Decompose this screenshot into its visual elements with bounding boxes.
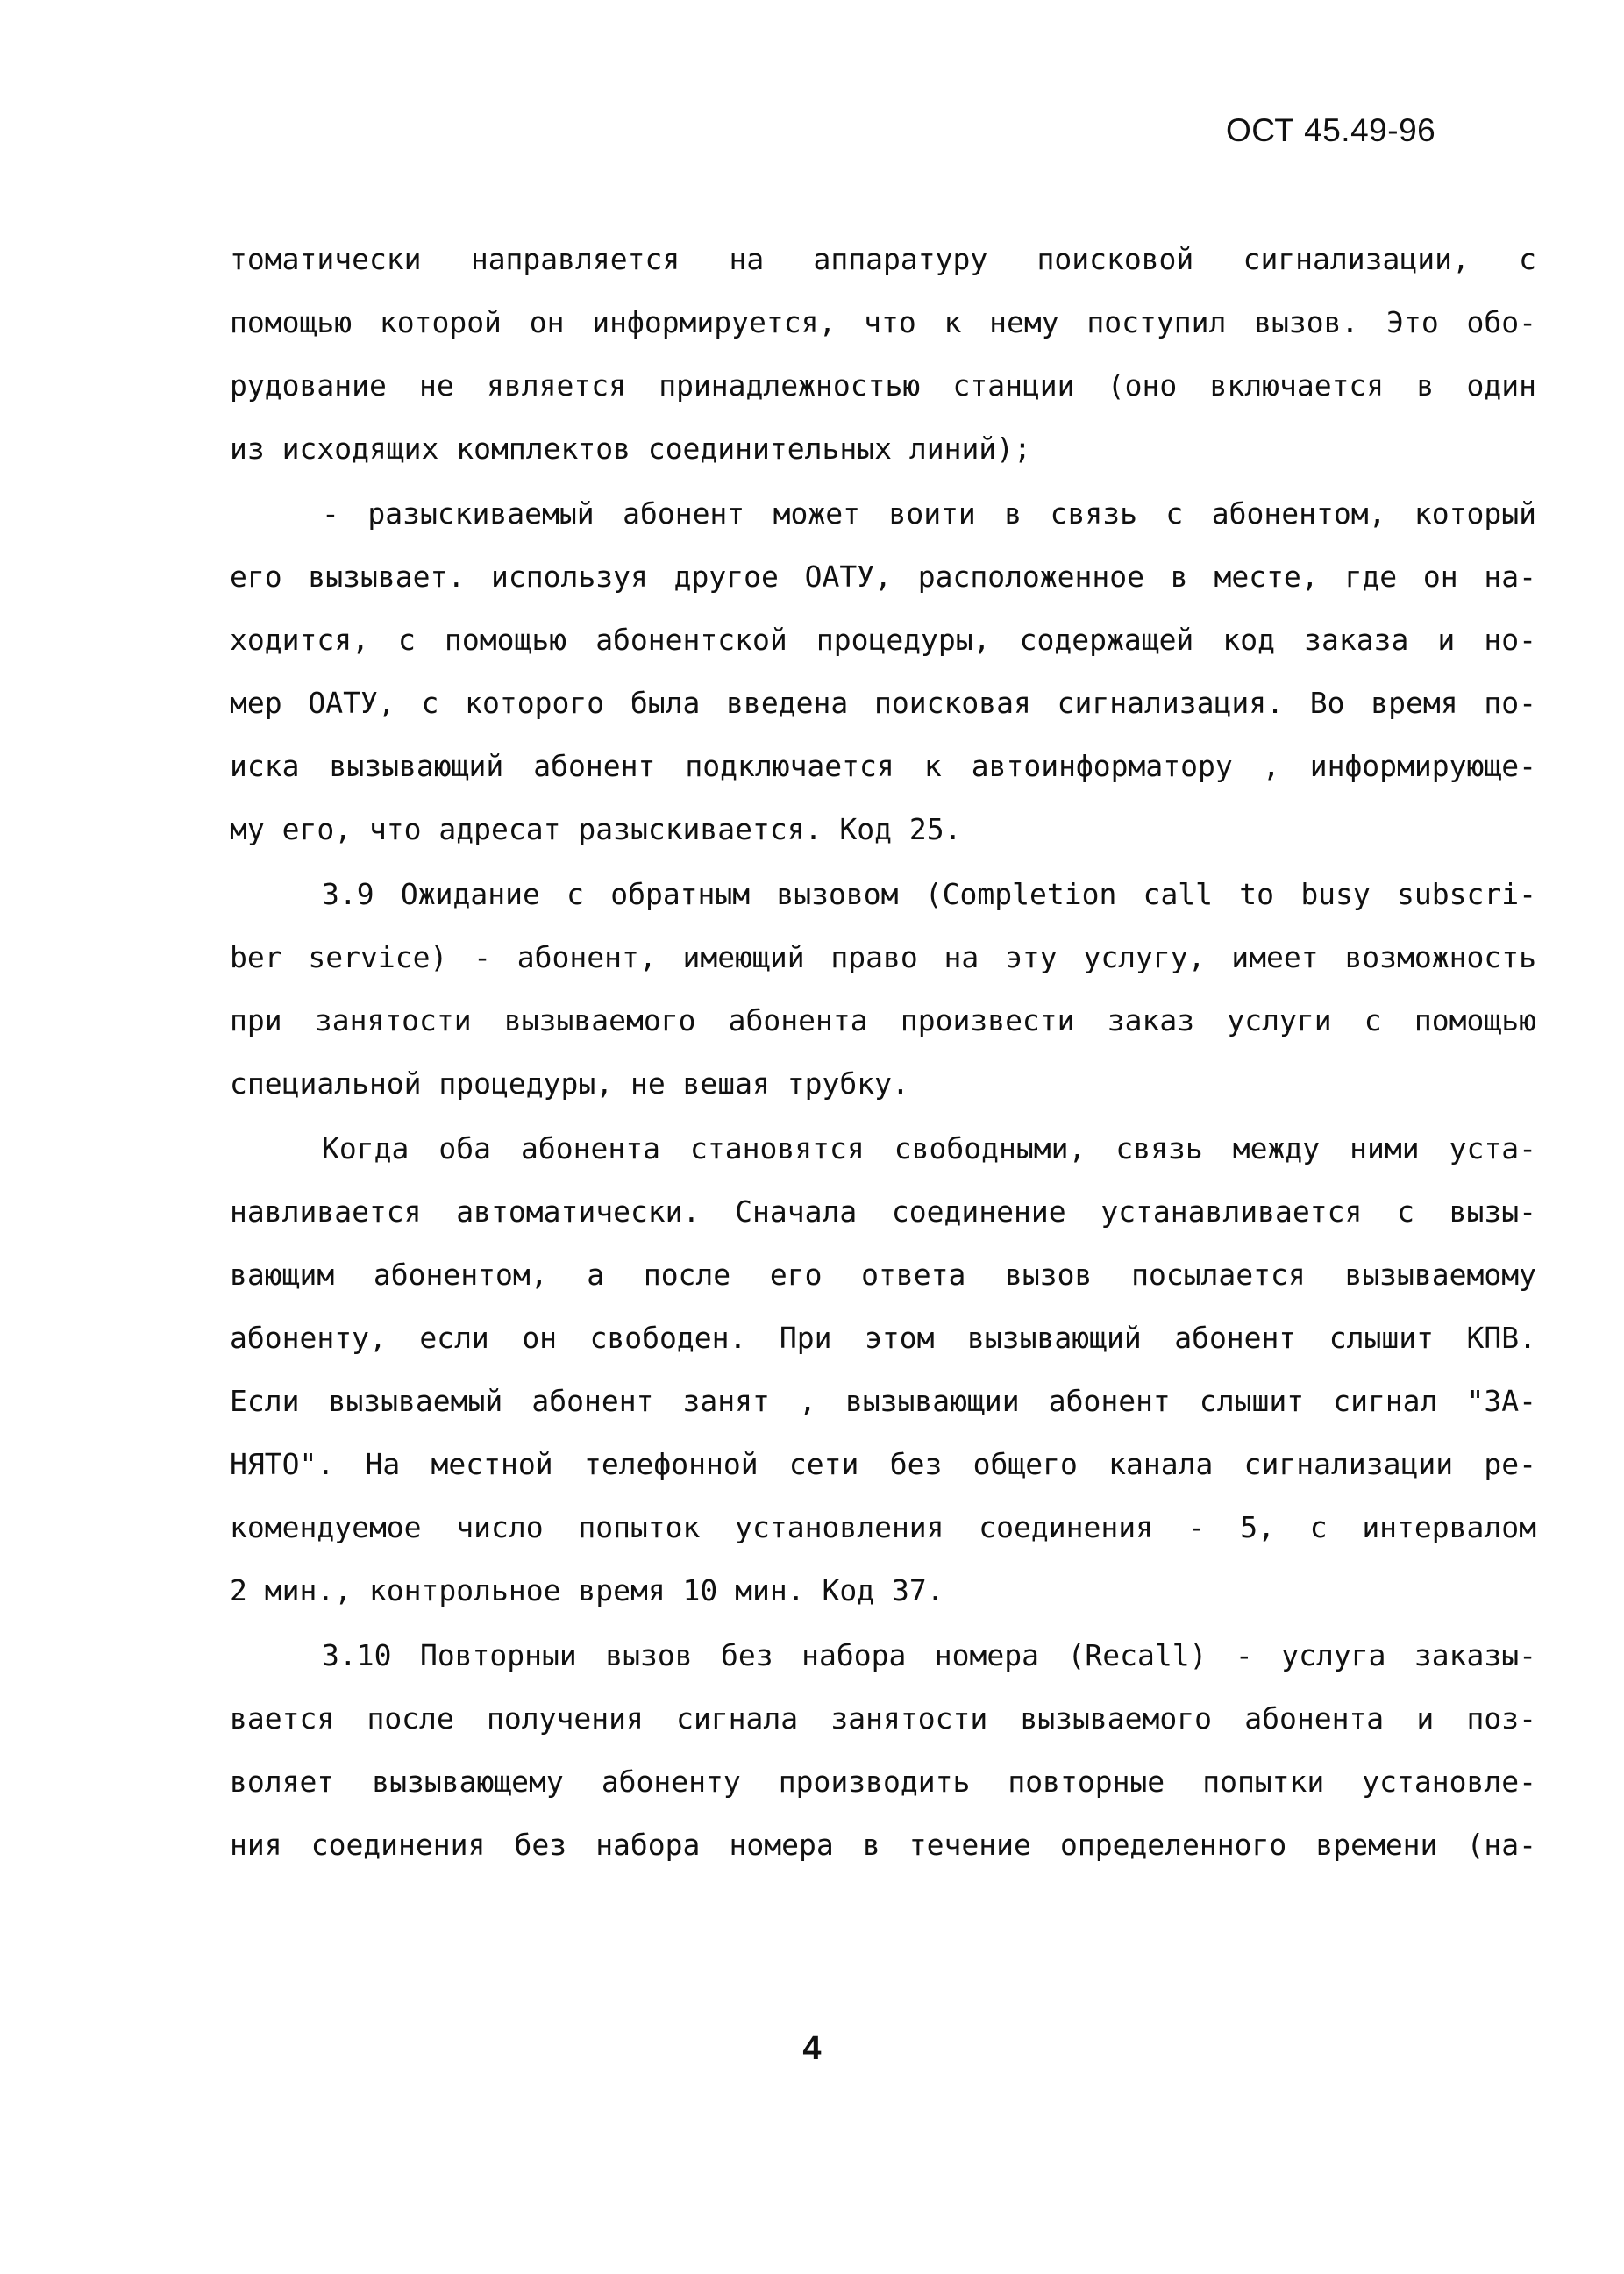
text-line: НЯТО". На местной телефонной сети без общего канала сигнализации ре- [230,1447,1536,1481]
text-line: ber service) - абонент, имеющий право на эту услугу, имеет возможность [230,940,1536,974]
text-line: специальной процедуры, не вешая трубку. [230,1066,909,1101]
text-line: 3.9 Ожидание с обратным вызовом (Completion call to busy subscri- [322,877,1536,911]
text-line: 3.10 Повторныи вызов без набора номера (Recall) - услуга заказы- [322,1638,1536,1672]
text-line: томатически направляется на аппаратуру поисковой сигнализации, с [230,242,1536,276]
text-line: вающим абонентом, а после его ответа вызов посылается вызываемому [230,1258,1536,1292]
text-line: ния соединения без набора номера в течение определенного времени (на- [230,1828,1536,1862]
text-line: при занятости вызываемого абонента произвести заказ услуги с помощью [230,1003,1536,1037]
text-line: му его, что адресат разыскивается. Код 25. [230,812,962,846]
text-line: помощью которой он информируется, что к нему поступил вызов. Это обо- [230,305,1536,339]
text-line: 2 мин., контрольное время 10 мин. Код 37. [230,1573,944,1607]
text-line: мер ОАТУ, с которого была введена поисковая сигнализация. Во время по- [230,686,1536,720]
text-line: воляет вызывающему абоненту производить повторные попытки установле- [230,1764,1536,1799]
text-line: - разыскиваемый абонент может воити в связь с абонентом, который [322,496,1536,531]
text-line: абоненту, если он свободен. При этом вызывающий абонент слышит КПВ. [230,1321,1536,1355]
text-line: иска вызывающий абонент подключается к автоинформатору , информирующе- [230,749,1536,783]
text-line: комендуемое число попыток установления соединения - 5, с интервалом [230,1510,1536,1544]
text-line: вается после получения сигнала занятости вызываемого абонента и поз- [230,1701,1536,1736]
text-line: из исходящих комплектов соединительных линий); [230,431,1031,466]
text-line: навливается автоматически. Сначала соединение устанавливается с вызы- [230,1194,1536,1229]
text-line: его вызывает. используя другое ОАТУ, расположенное в месте, где он на- [230,560,1536,594]
page-number: 4 [802,2030,822,2067]
text-line: Если вызываемый абонент занят , вызывающии абонент слышит сигнал "ЗА- [230,1384,1536,1418]
text-line: ходится, с помощью абонентской процедуры, содержащей код заказа и но- [230,623,1536,657]
document-code: ОСТ 45.49-96 [1226,112,1436,148]
text-line: Когда оба абонента становятся свободными, связь между ними уста- [322,1131,1536,1166]
text-line: рудование не является принадлежностью станции (оно включается в один [230,368,1536,403]
